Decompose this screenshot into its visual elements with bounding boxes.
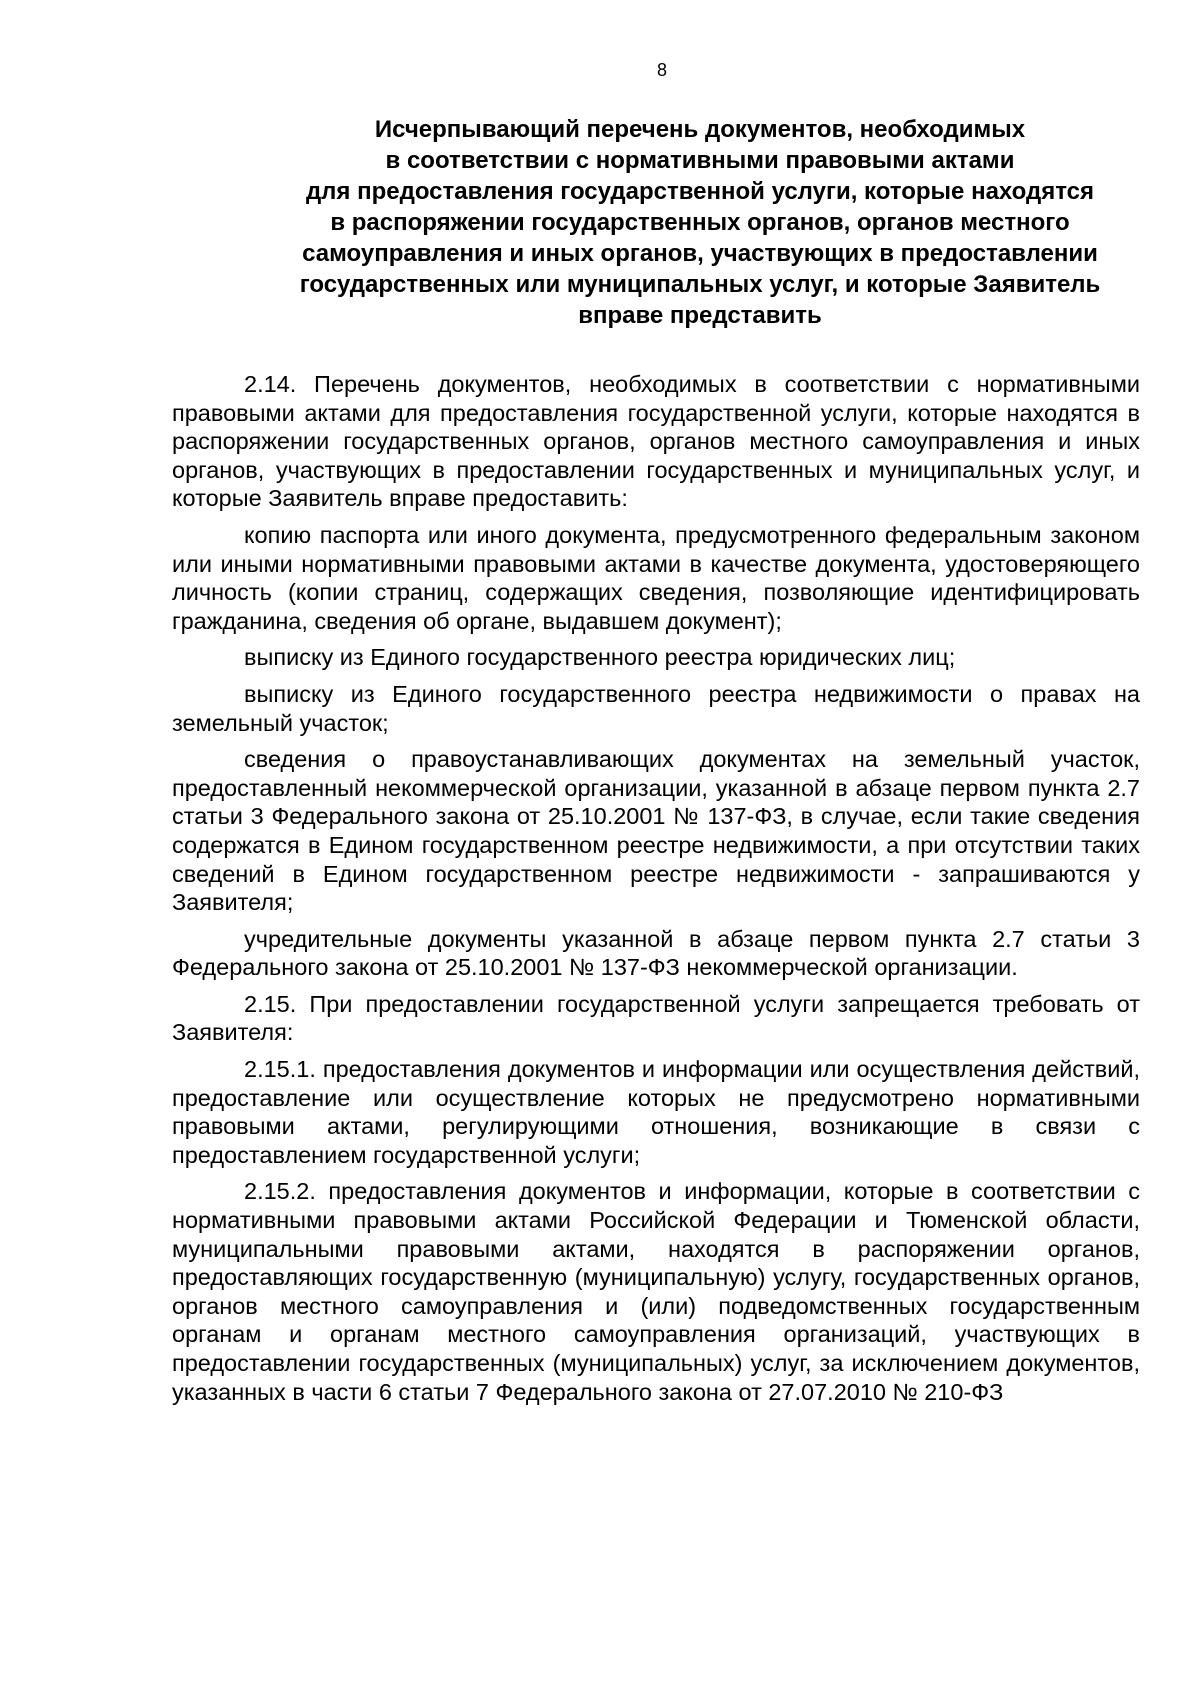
paragraph-passport-copy: копию паспорта или иного документа, предусмотренного федеральным законом или иными нормативными правовыми актами в качестве документа, удостоверяющего личность (копии страниц, содержащих сведения, позволяющие идентифицировать гражданина, сведения об органе, выдавшем документ); [172, 521, 1140, 634]
heading-line: вправе представить [578, 302, 822, 329]
document-body [172, 370, 1140, 1414]
paragraph-2-14: 2.14. Перечень документов, необходимых в соответствии с нормативными правовыми актами для предоставления государственной услуги, которые находятся в распоряжении государственных органов, органов местного самоуправления и иных органов, участвующих в предоставлении государственных и муниципальных услуг, и которые Заявитель вправе предоставить: [172, 371, 1140, 512]
heading-line: для предоставления государственной услуги, которые находятся [305, 178, 1095, 205]
section-heading [250, 114, 1150, 331]
paragraph-egrn-extract: выписку из Единого государственного реестра недвижимости о правах на земельный участок; [172, 680, 1140, 736]
heading-line: Исчерпывающий перечень документов, необходимых [374, 116, 1026, 143]
paragraph-egrul-extract: выписку из Единого государственного реестра юридических лиц; [244, 644, 956, 671]
heading-line: в распоряжении государственных органов, органов местного [330, 209, 1070, 236]
paragraph-2-15-1: 2.15.1. предоставления документов и информации или осуществления действий, предоставление или осуществление которых не предусмотрено нормативными правовыми актами, регулирующими отношения, возникающие в связи с предоставлением государственной услуги; [172, 1056, 1140, 1168]
paragraph-2-15-2: 2.15.2. предоставления документов и информации, которые в соответствии с нормативными правовыми актами Российской Федерации и Тюменской области, муниципальными правовыми актами, находятся в распоряжении органов, предоставляющих государственную (муниципальную) услугу, государственных органов, органов местного самоуправления и (или) подведомственных государственным органам и органам местного самоуправления организаций, участвующих в предоставлении государственных (муниципальных) услуг, за исключением документов, указанных в части 6 статьи 7 Федерального закона от 27.07.2010 № 210-ФЗ [172, 1178, 1140, 1405]
heading-line: государственных или муниципальных услуг, и которые Заявитель [299, 271, 1101, 298]
paragraph-title-documents: сведения о правоустанавливающих документах на земельный участок, предоставленный некоммерческой организации, указанной в абзаце первом пункта 2.7 статьи 3 Федерального закона от 25.10.2001 № 137-ФЗ, в случае, если такие сведения содержатся в Едином государственном реестре недвижимости, а при отсутствии таких сведений в Едином государственном реестре недвижимости - запрашиваются у Заявителя; [172, 746, 1140, 916]
page-number: 8 [656, 60, 667, 80]
paragraph-2-15: 2.15. При предоставлении государственной услуги запрещается требовать от Заявителя: [172, 990, 1140, 1046]
paragraph-founding-documents: учредительные документы указанной в абзаце первом пункта 2.7 статьи 3 Федерального закона от 25.10.2001 № 137-ФЗ некоммерческой организации. [172, 925, 1140, 981]
heading-line: самоуправления и иных органов, участвующих в предоставлении [302, 240, 1098, 267]
heading-line: в соответствии с нормативными правовыми актами [385, 147, 1015, 174]
